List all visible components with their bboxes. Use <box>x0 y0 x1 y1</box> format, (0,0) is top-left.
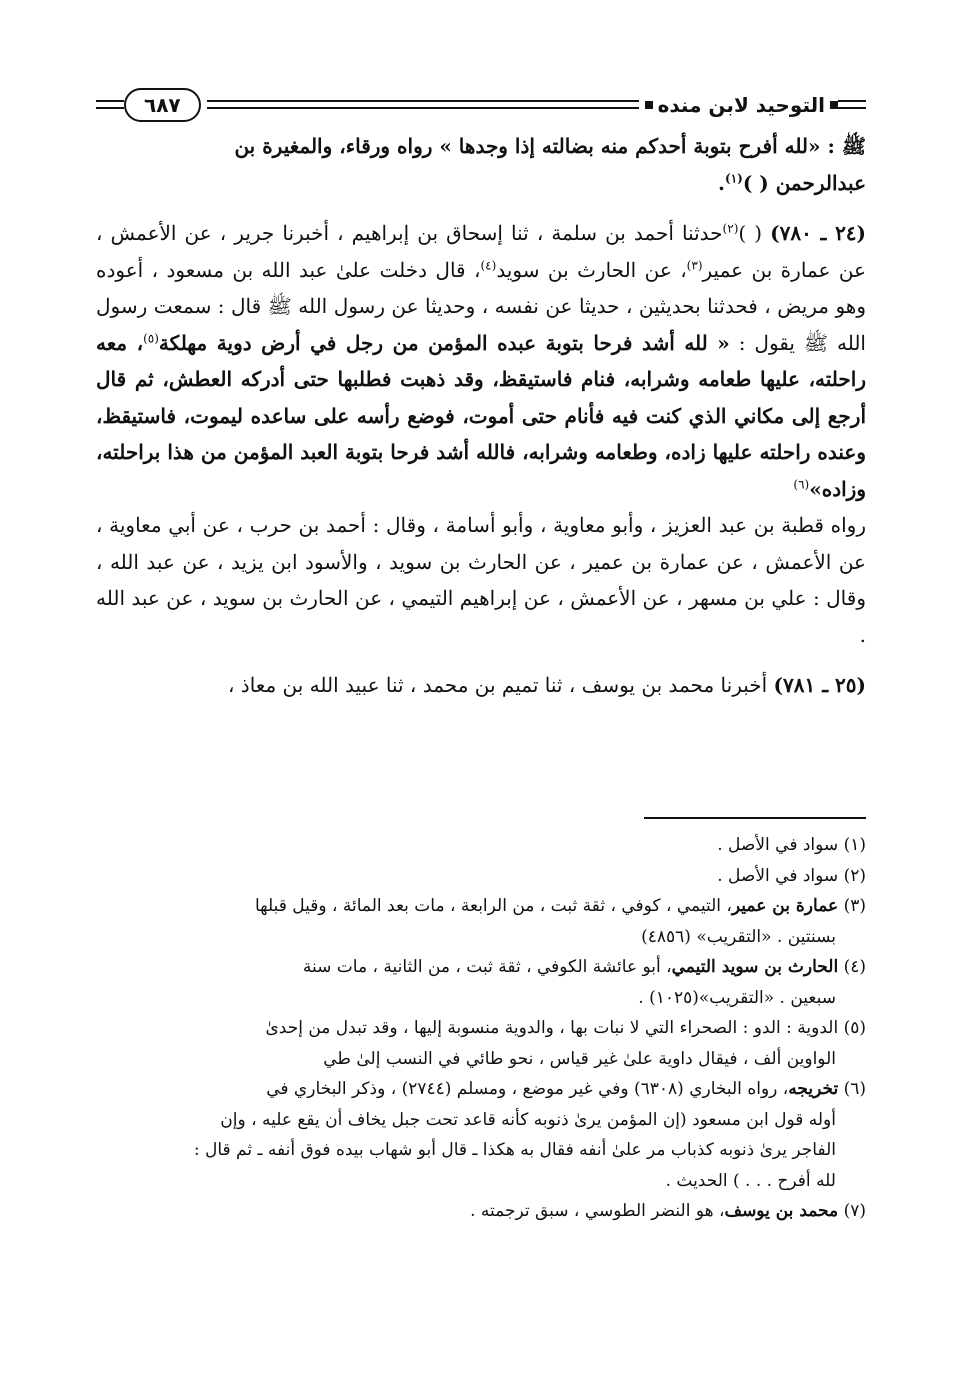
footnote-number: (٧) <box>843 1201 866 1221</box>
text-span: ، التيمي ، كوفي ، ثقة ثبت ، من الرابعة ، مات بعد المائة ، وقيل قبلها <box>254 896 732 916</box>
text-span: ، عن الحارث بن سويد <box>496 257 687 282</box>
footnote-number: (٦) <box>843 1079 866 1099</box>
hadith-number: (٢٤ ـ ٧٨٠) <box>770 221 867 245</box>
text-span: ﷺ : «لله أفرح بتوبة أحدكم منه بضالته إذا وجدها » رواه ورقاء، والمغيرة بن <box>234 134 866 158</box>
main-text <box>96 128 866 704</box>
header-rule-left <box>96 97 124 113</box>
header-title <box>645 93 838 117</box>
footnote-name: محمد بن يوسف <box>724 1201 839 1221</box>
footnote-separator <box>644 817 866 819</box>
footnote-4 <box>96 952 866 983</box>
hadith-text: ، معه راحلته، عليها طعامه وشرابه، فنام فاستيقظ، وقد ذهبت فطلبها حتى أدركه العطش، ثم قال أرجع إلى مكاني الذي كنت فيه فأنام حتى أموت، فوضع رأسه على ساعده ليموت، فاستيقظ، وعنده راحلته عليها زاده، وطعامه وشرابه، فالله أشد فرحا بتوبة العبد المؤمن من هذا براحلته، وزاده» <box>96 330 866 501</box>
text-span: ، أبو عائشة الكوفي ، ثقة ثبت ، من الثانية ، مات سنة <box>302 957 672 977</box>
footnote-2: (٢) سواد في الأصل . <box>717 865 866 886</box>
footnote-ref: (١) <box>725 170 743 185</box>
book-title: التوحيد لابن منده <box>657 93 825 117</box>
paragraph-hadith-780 <box>96 215 866 507</box>
footnote-6 <box>96 1074 866 1105</box>
footnote-ref: (٦) <box>793 476 810 491</box>
header-rule-middle <box>207 97 639 113</box>
running-header <box>96 82 866 128</box>
footnote-3 <box>96 891 866 922</box>
text-span: ( ) <box>738 221 763 245</box>
paragraph-0-line-1 <box>96 128 866 165</box>
footnote-name: الحارث بن سويد التيمي <box>671 957 839 977</box>
footnote-number: (٤) <box>843 957 866 977</box>
footnote-name: تخريجه <box>788 1079 839 1099</box>
text-span: حدثنا أحمد بن سلمة ، ثنا إسحاق بن إبراهيم ، أخبرنا جرير ، عن الأعمش ، عن عمارة بن عمير <box>96 221 866 282</box>
text-span: أخبرنا محمد بن يوسف ، ثنا تميم بن محمد ، ثنا عبيد الله بن معاذ ، <box>227 673 768 697</box>
footnote-ref: (٥) <box>143 330 159 345</box>
text-span: ، هو النضر الطوسي ، سبق ترجمته . <box>470 1201 725 1221</box>
footnote-1: (١) سواد في الأصل . <box>717 835 866 855</box>
text-span: رواه قطبة بن عبد العزيز ، وأبو معاوية ، وأبو أسامة ، وقال : أحمد بن حرب ، عن أبي معاوية ، عن الأعمش ، عن عمارة بن عمير ، عن الحارث بن سويد ، والأسود ابن يزيد ، عن عبد الله ، وقال : علي بن مسهر ، عن الأعمش ، عن إبراهيم التيمي ، عن الحارث بن سويد ، عن عبد الله . <box>96 513 866 647</box>
hadith-text: « لله أشد فرحا بتوبة عبده المؤمن من رجل في أرض دوية مهلكة <box>158 330 730 355</box>
footnote-7 <box>96 1196 866 1227</box>
footnote-5: (٥) الدوية : الدو : الصحراء التي لا نبات بها ، والدوية منسوبة إليها ، وقد تبدل من إحدىٰ <box>265 1018 866 1038</box>
text-span: عبدالرحمن ( ) <box>742 170 866 195</box>
paragraph-narrators <box>96 507 866 653</box>
square-ornament-icon <box>830 101 838 109</box>
hadith-number: (٢٥ ـ ٧٨١) <box>773 673 866 697</box>
footnote-6-cont-2: الفاجر يرىٰ ذنوبه كذباب مر علىٰ أنفه فقال به هكذا ـ قال أبو شهاب بيده فوق أنفه ـ ثم قال : <box>193 1140 836 1160</box>
page <box>96 82 866 1302</box>
footnote-5-cont: الواوين ألف ، فيقال داوية علىٰ غير قياس ، نحو طائي في النسب إلىٰ طي <box>323 1048 836 1069</box>
footnote-3-cont: بسنتين . «التقريب» (٤٨٥٦) <box>641 926 836 947</box>
paragraph-hadith-781 <box>96 667 866 704</box>
footnote-name: عمارة بن عمير <box>731 896 839 916</box>
page-number: ٦٨٧ <box>124 88 201 122</box>
header-rule-right <box>838 97 866 113</box>
footnote-ref: (٣) <box>686 257 703 272</box>
text-span: ، قال دخلت علىٰ عبد الله بن مسعود ، أعوده وهو مريض ، فحدثنا بحديثين ، حديثا عن نفسه ، وحديثا عن رسول الله ﷺ قال : سمعت رسول الله ﷺ يقول : <box>96 257 866 355</box>
paragraph-0-line-2 <box>96 165 866 202</box>
footnote-6-cont-3: لله أفرح . . . ) الحديث . <box>665 1170 836 1191</box>
text-span: ، رواه البخاري (٦٣٠٨) وفي غير موضع ، ومسلم (٢٧٤٤) ، وذكر البخاري في <box>266 1079 789 1099</box>
text-span: . <box>718 170 726 195</box>
square-ornament-icon <box>645 101 653 109</box>
footnote-ref: (٢) <box>722 221 739 236</box>
footnotes <box>96 830 866 1227</box>
footnote-number: (٣) <box>843 896 866 916</box>
footnote-4-cont: سبعين . «التقريب»(١٠٢٥) . <box>638 987 836 1008</box>
footnote-ref: (٤) <box>480 257 497 272</box>
footnote-6-cont-1: أوله قول ابن مسعود (إن المؤمن يرىٰ ذنوبه كأنه قاعد تحت جبل يخاف أن يقع عليه ، وإن <box>220 1109 836 1130</box>
